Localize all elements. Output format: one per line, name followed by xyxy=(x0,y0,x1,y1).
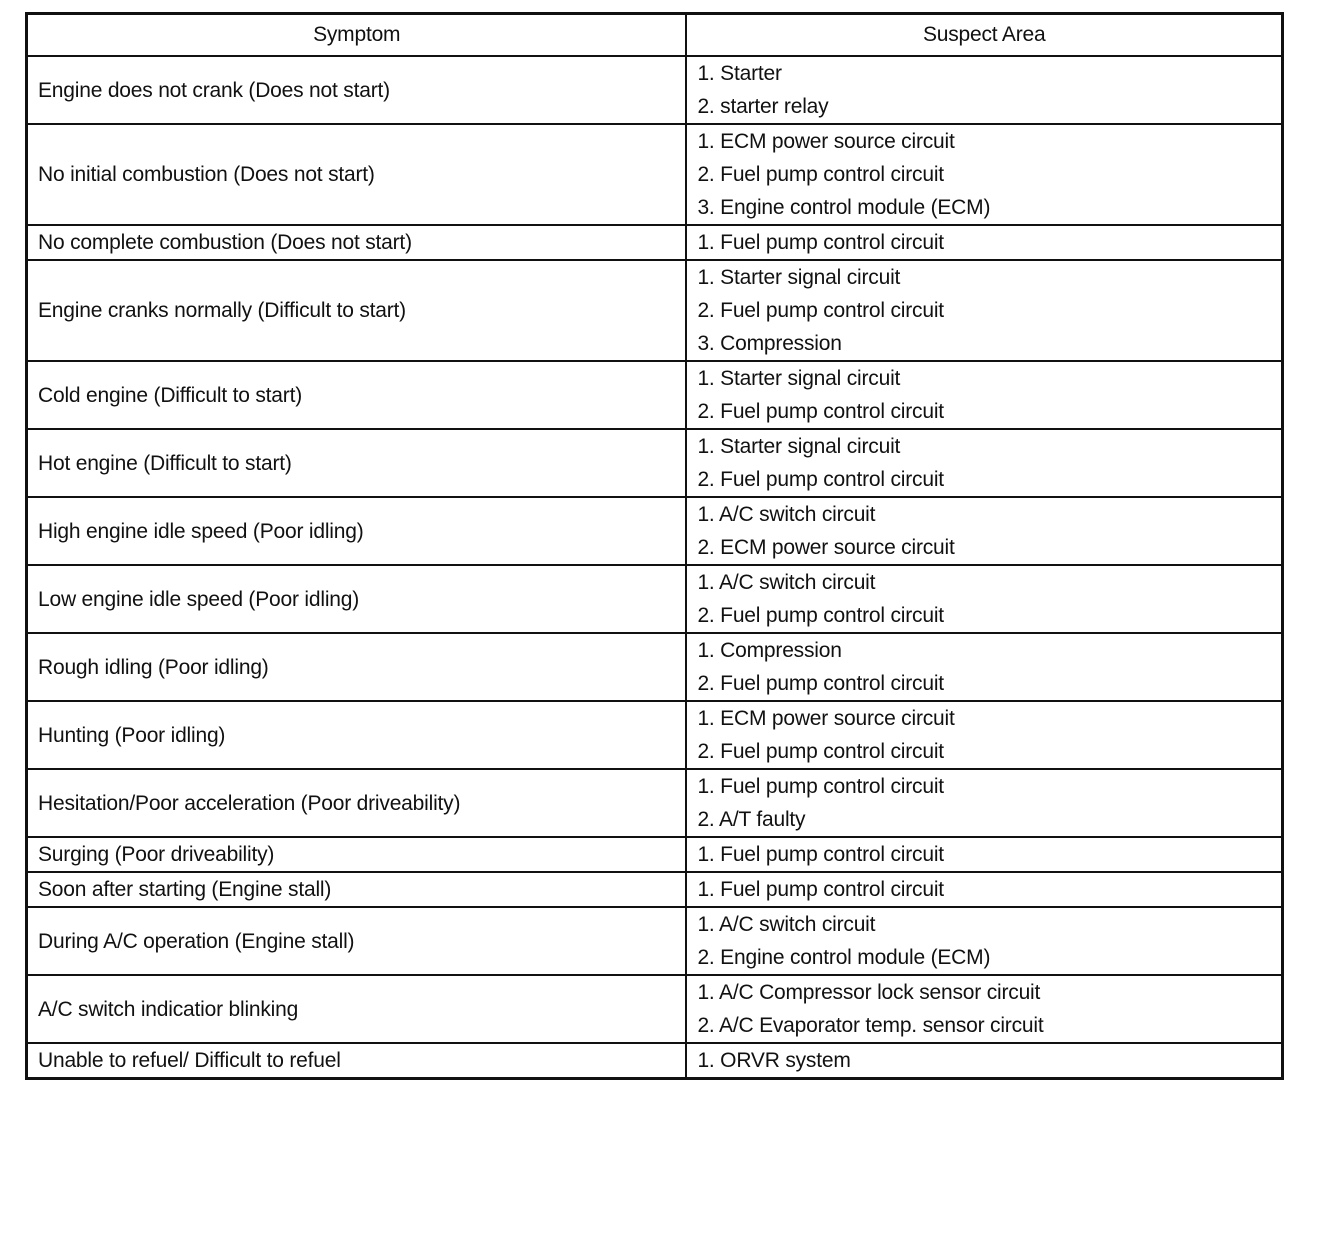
header-row xyxy=(27,14,1283,57)
symptom-cell: No initial combustion (Does not start) xyxy=(27,124,687,225)
suspect-area-item: 2. Engine control module (ECM) xyxy=(697,946,991,969)
table-row xyxy=(27,907,1283,975)
suspect-area-item: 1. Starter signal circuit xyxy=(697,435,901,458)
suspect-area-cell xyxy=(686,56,1282,124)
symptom-cell: Soon after starting (Engine stall) xyxy=(27,872,687,907)
table-row xyxy=(27,1043,1283,1079)
symptom-cell: Hot engine (Difficult to start) xyxy=(27,429,687,497)
suspect-area-item: 2. starter relay xyxy=(697,95,829,118)
table-row xyxy=(27,361,1283,429)
suspect-area-cell xyxy=(686,975,1282,1043)
symptom-cell: Engine does not crank (Does not start) xyxy=(27,56,687,124)
suspect-area-item: 2. A/T faulty xyxy=(697,808,806,831)
suspect-area-cell xyxy=(686,124,1282,225)
suspect-area-item: 2. Fuel pump control circuit xyxy=(697,299,944,322)
suspect-area-item: 1. Fuel pump control circuit xyxy=(697,878,944,901)
suspect-area-item: 2. Fuel pump control circuit xyxy=(697,672,944,695)
symptom-cell: Cold engine (Difficult to start) xyxy=(27,361,687,429)
symptom-table xyxy=(25,12,1284,1080)
suspect-area-cell xyxy=(686,837,1282,872)
table-row xyxy=(27,769,1283,837)
suspect-area-item: 1. ECM power source circuit xyxy=(697,130,955,153)
suspect-area-item: 1. A/C switch circuit xyxy=(697,913,876,936)
symptom-cell: Low engine idle speed (Poor idling) xyxy=(27,565,687,633)
suspect-area-item: 2. ECM power source circuit xyxy=(697,536,955,559)
suspect-area-item: 2. Fuel pump control circuit xyxy=(697,740,944,763)
suspect-area-cell xyxy=(686,497,1282,565)
table-row xyxy=(27,124,1283,225)
symptom-cell: Engine cranks normally (Difficult to start) xyxy=(27,260,687,361)
suspect-area-cell xyxy=(686,907,1282,975)
table-row xyxy=(27,633,1283,701)
suspect-area-cell xyxy=(686,429,1282,497)
suspect-area-cell xyxy=(686,1043,1282,1079)
symptom-cell: Hesitation/Poor acceleration (Poor driveability) xyxy=(27,769,687,837)
header-symptom: Symptom xyxy=(27,14,687,57)
suspect-area-item: 2. Fuel pump control circuit xyxy=(697,604,944,627)
suspect-area-item: 1. Fuel pump control circuit xyxy=(697,775,944,798)
suspect-area-cell xyxy=(686,260,1282,361)
symptom-cell: Surging (Poor driveability) xyxy=(27,837,687,872)
table-row xyxy=(27,872,1283,907)
suspect-area-item: 1. Starter signal circuit xyxy=(697,266,901,289)
suspect-area-item: 1. Compression xyxy=(697,639,842,662)
suspect-area-item: 1. Starter xyxy=(697,62,782,85)
symptom-cell: A/C switch indicatior blinking xyxy=(27,975,687,1043)
table-row xyxy=(27,225,1283,260)
suspect-area-item: 1. Fuel pump control circuit xyxy=(697,231,944,254)
suspect-area-item: 1. ECM power source circuit xyxy=(697,707,955,730)
suspect-area-cell xyxy=(686,872,1282,907)
suspect-area-item: 1. Fuel pump control circuit xyxy=(697,843,944,866)
suspect-area-item: 2. Fuel pump control circuit xyxy=(697,163,944,186)
suspect-area-item: 1. A/C switch circuit xyxy=(697,503,876,526)
table-row xyxy=(27,565,1283,633)
table-row xyxy=(27,701,1283,769)
suspect-area-item: 2. A/C Evaporator temp. sensor circuit xyxy=(697,1014,1044,1037)
header-suspect-area: Suspect Area xyxy=(686,14,1282,57)
symptom-cell: No complete combustion (Does not start) xyxy=(27,225,687,260)
table-row xyxy=(27,260,1283,361)
symptom-cell: During A/C operation (Engine stall) xyxy=(27,907,687,975)
suspect-area-item: 1. ORVR system xyxy=(697,1049,851,1072)
suspect-area-cell xyxy=(686,633,1282,701)
suspect-area-item: 1. Starter signal circuit xyxy=(697,367,901,390)
suspect-area-cell xyxy=(686,225,1282,260)
symptom-cell: Unable to refuel/ Difficult to refuel xyxy=(27,1043,687,1079)
suspect-area-cell xyxy=(686,701,1282,769)
suspect-area-item: 3. Engine control module (ECM) xyxy=(697,196,991,219)
table-row xyxy=(27,837,1283,872)
table-row xyxy=(27,429,1283,497)
symptom-cell: High engine idle speed (Poor idling) xyxy=(27,497,687,565)
suspect-area-item: 1. A/C switch circuit xyxy=(697,571,876,594)
table-row xyxy=(27,497,1283,565)
suspect-area-item: 2. Fuel pump control circuit xyxy=(697,400,944,423)
suspect-area-item: 2. Fuel pump control circuit xyxy=(697,468,944,491)
suspect-area-cell xyxy=(686,769,1282,837)
symptom-cell: Hunting (Poor idling) xyxy=(27,701,687,769)
suspect-area-cell xyxy=(686,565,1282,633)
symptom-cell: Rough idling (Poor idling) xyxy=(27,633,687,701)
suspect-area-cell xyxy=(686,361,1282,429)
suspect-area-item: 3. Compression xyxy=(697,332,842,355)
table-row xyxy=(27,975,1283,1043)
suspect-area-item: 1. A/C Compressor lock sensor circuit xyxy=(697,981,1041,1004)
table-row xyxy=(27,56,1283,124)
